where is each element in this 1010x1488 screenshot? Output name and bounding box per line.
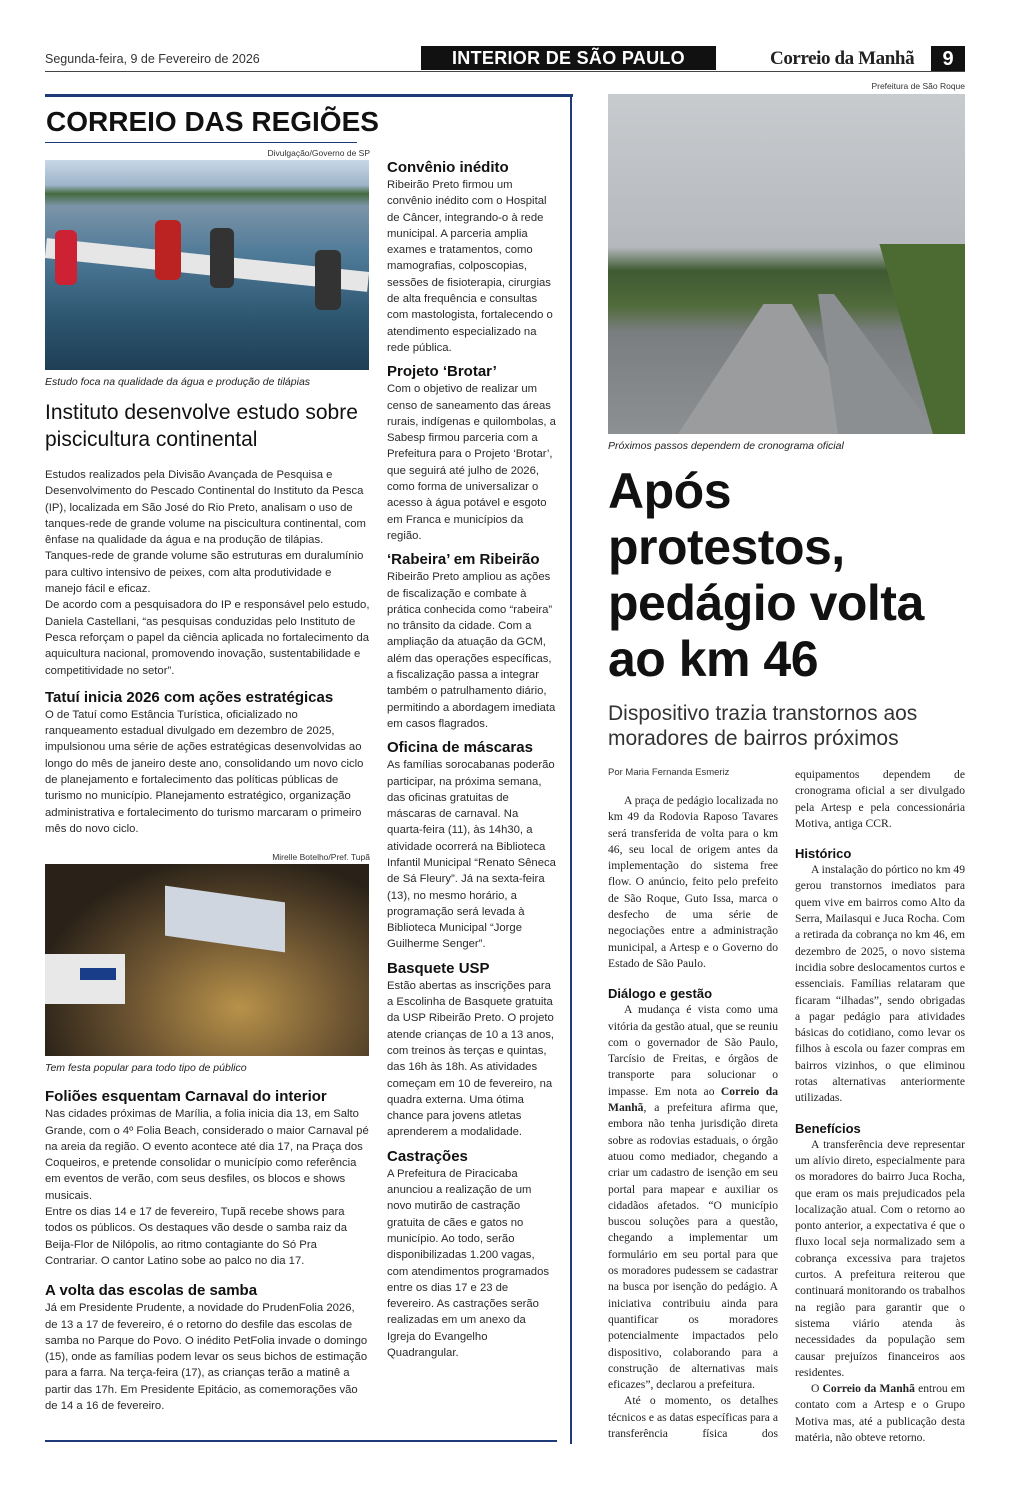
- brief-title: Oficina de máscaras: [387, 739, 533, 757]
- brief-body: Com o objetivo de realizar um censo de saneamento das áreas rurais, indígenas e quilombolas, a Sabesp firmou parceria com a Prefeitura para o Projeto ‘Brotar’, que seguirá até julho de 2026, como forma de universalizar o acesso à água potável e esgoto em Franca e municípios da região.: [387, 383, 556, 542]
- briefs-column: [387, 152, 557, 1361]
- article-paragraph: O Correio da Manhã entrou em contato com a Artesp e o Grupo Motiva mas, até a publicação desta matéria, não obteve retorno.: [795, 1382, 965, 1444]
- article-subhead: Diálogo e gestão: [608, 986, 713, 1002]
- article-paragraph: De acordo com a pesquisadora do IP e responsável pelo estudo, Daniela Castellani, “as pesquisas conduzidas pelo Instituto de Pesca reforçam o papel da ciência aplicada no fortalecimento da aquicultura nacional, promovendo inovação, sustentabilidade e competitividade no setor”.: [45, 599, 370, 677]
- section-rule-vertical: [570, 94, 572, 1444]
- article-paragraph: Até o momento, os detalhes técnicos e as datas específicas para a transferência física dos equipamentos dependem de cronograma oficial a ser divulgado pela Artesp e pela concessionária Motiva, antiga CCR.: [608, 768, 965, 1440]
- brief-body: Ribeirão Preto ampliou as ações de fiscalização e combate à prática conhecida como “rabeira” no trânsito da cidade. Com a ampliação da atuação da GCM, além das operações específicas, a fiscalização passa a integrar também o patrulhamento diário, permitindo a abordagem imediata em casos flagrados.: [387, 571, 556, 730]
- fish-farm-photo: [45, 160, 369, 370]
- article-headline: Instituto desenvolve estudo sobre piscicultura continental: [45, 401, 358, 451]
- byline: Por Maria Fernanda Esmeriz: [608, 767, 730, 778]
- article-paragraph: A praça de pedágio localizada no km 49 da Rodovia Raposo Tavares será transferida de volta para o km 46, seu local de origem antes da implementação do sistema free flow. O anúncio, feito pelo prefeito de São Roque, Guto Issa, marca o desfecho de uma série de negociações entre a administração municipal, a Artesp e o Governo do Estado de São Paulo.: [608, 794, 778, 970]
- carnival-crowd-photo: [45, 864, 369, 1056]
- article-paragraph: Nas cidades próximas de Marília, a folia inicia dia 13, em Salto Grande, com o 4º Folia Beach, considerado o maior Carnaval pé na areia da região. O evento acontece até dia 17, na Praça dos Coqueiros, e pretende consolidar o município como referência em eventos de verão, com seus desfiles, os blocos e shows musicais.: [45, 1108, 369, 1202]
- article-subhead: Tatuí inicia 2026 com ações estratégicas: [45, 688, 334, 706]
- article-paragraph: Já em Presidente Prudente, a novidade do PrudenFolia 2026, de 13 a 17 de fevereiro, é o retorno do desfile das escolas de samba no Parque do Povo. O inédito PetFolia invade o domingo (15), onde as famílias podem levar os seus bichos de estimação para a farra. Na terça-feira (17), as crianças terão a matinê a partir das 17h. Em Presidente Epitácio, as comemorações vão de 14 a 16 de fevereiro.: [45, 1302, 368, 1412]
- brief-body: Ribeirão Preto firmou um convênio inédito com o Hospital de Câncer, integrando-o à rede municipal. A parceria amplia exames e tratamentos, como mamografias, colposcopias, sessões de fisioterapia, cirurgias de alta frequência e consultas com mastologista, fortalecendo o atendimento especializado na rede pública.: [387, 179, 553, 354]
- main-headline: Após protestos, pedágio volta ao km 46: [608, 463, 924, 687]
- newspaper-name: Correio da Manhã: [608, 1084, 778, 1115]
- article-paragraph: A mudança é vista como uma vitória da gestão atual, que se reuniu com o governador de São Paulo, Tarcísio de Freitas, e órgãos de transporte para solucionar o impasse. Em nota ao Correio da Manhã, a prefeitura afirma que, embora não tenha jurisdição direta sobre as rodovias estaduais, o órgão atuou como mediador, chegando a criar um cadastro de isenção em seu portal para mapear e auxiliar os cidadãos afetados. “O município buscou soluções para a questão, chegando a implementar um formulário em seu portal para que os moradores pudessem se cadastrar na busca por isenção do pedágio. A iniciativa contribuiu ainda para quantificar os moradores potencialmente impactados pelo dispositivo, colaborando para a construção de alternativas mais eficazes”, declarou a prefeitura.: [608, 1003, 778, 1392]
- section-rule-top: [45, 94, 573, 97]
- article-subhead: A volta das escolas de samba: [45, 1282, 258, 1300]
- lead-article: [608, 80, 965, 1446]
- brief-title: Castrações: [387, 1147, 468, 1165]
- brief-title: ‘Rabeira’ em Ribeirão: [387, 551, 540, 569]
- article-paragraph: Estudos realizados pela Divisão Avançada de Pesquisa e Desenvolvimento do Pescado Continental do Instituto da Pesca (IP), localizada em São José do Rio Preto, analisam o uso de tanques-rede de grande volume na piscicultura continental, com ênfase na qualidade da água e na produção de tilápias. Tanques-rede de grande volume são estruturas em duralumínio para cultivo intensivo de peixes, com alta produtividade e manejo fácil e eficaz.: [45, 469, 366, 596]
- newspaper-logo: Correio da Manhã: [770, 48, 915, 69]
- photo-credit: Divulgação/Governo de SP: [267, 148, 370, 158]
- photo-caption: Próximos passos dependem de cronograma oficial: [608, 440, 844, 452]
- section-rule-bottom: [45, 1440, 557, 1442]
- newspaper-name: Correio da Manhã: [822, 1382, 915, 1396]
- section-title-rule: [45, 142, 357, 143]
- article-paragraph: A instalação do pórtico no km 49 gerou transtornos imediatos para quem vive em bairros como Alto da Serra, Mailasqui e Juca Rocha. Com a retirada da cobrança no km 46, em dezembro de 2025, o novo sistema incidia sobre deslocamentos curtos e essenciais. Famílias relataram que ficaram “ilhadas”, sendo obrigadas a pagar pedágio para atividades básicas do cotidiano, como levar os filhos à escola ou fazer compras em bairros vizinhos, o que eliminou rotas alternativas anteriormente utilizadas.: [795, 863, 965, 1105]
- article-paragraph: O de Tatuí como Estância Turística, oficializado no ranqueamento estadual divulgado em dezembro de 2025, impulsionou uma série de ações estratégicas desenvolvidas ao longo do mês de janeiro deste ano, consolidando um novo ciclo de planejamento e fortalecimento das políticas públicas de turismo no município. Planejamento estratégico, organização administrativa e fortalecimento do turismo marcaram o primeiro mês do novo ciclo.: [45, 708, 364, 835]
- section-banner: INTERIOR DE SÃO PAULO: [421, 46, 716, 70]
- brief-title: Convênio inédito: [387, 159, 509, 176]
- brief-title: Projeto ‘Brotar’: [387, 363, 497, 381]
- article-body-columns: [608, 767, 965, 1446]
- photo-caption: Tem festa popular para todo tipo de público: [45, 1062, 247, 1075]
- main-subheadline: Dispositivo trazia transtornos aos moradores de bairros próximos: [608, 702, 918, 750]
- photo-credit: Prefeitura de São Roque: [871, 81, 965, 91]
- left-column: [45, 147, 370, 1414]
- header-rule: [45, 71, 965, 72]
- article-subhead: Benefícios: [795, 1120, 861, 1136]
- brief-body: A Prefeitura de Piracicaba anunciou a realização de um novo mutirão de castração gratuita de cães e gatos no município. Ao todo, serão disponibilizadas 1.200 vagas, com atendimentos programados entre os dias 17 e 23 de fevereiro. As castrações serão realizadas em um anexo da Igreja do Evangelho Quadrangular.: [387, 1167, 550, 1359]
- brief-body: As famílias sorocabanas poderão participar, na próxima semana, das oficinas gratuitas de máscaras de carnaval. Na quarta-feira (11), às 14h30, a atividade ocorrerá na Biblioteca Infantil Municipal “Renato Sêneca de Sá Fleury”. Já na sexta-feira (13), no mesmo horário, a programação será levada à Biblioteca Municipal “Jorge Guilherme Senger”.: [387, 759, 556, 951]
- article-subhead: Foliões esquentam Carnaval do interior: [45, 1088, 327, 1106]
- photo-credit: Mirelle Botelho/Pref. Tupã: [272, 852, 370, 863]
- article-paragraph: Entre os dias 14 e 17 de fevereiro, Tupã recebe shows para todos os públicos. Os destaques vão desde o samba raiz da Beija-Flor de Nilópolis, ao ritmo contagiante do Só Pra Contrariar. O cantor Latino sobe ao palco no dia 17.: [45, 1206, 348, 1267]
- brief-title: Basquete USP: [387, 959, 490, 977]
- edition-date: Segunda-feira, 9 de Fevereiro de 2026: [45, 52, 260, 66]
- photo-caption: Estudo foca na qualidade da água e produção de tilápias: [45, 376, 311, 388]
- article-paragraph: A transferência deve representar um alívio direto, especialmente para os moradores do bairro Juca Rocha, que eram os mais prejudicados pela localização atual. Com o retorno ao ponto anterior, a expectativa é que o fluxo local seja normalizado sem a cobrança excessiva para trajetos curtos. A prefeitura reiterou que continuará monitorando os trabalhos na região para garantir que o sistema viário atenda às necessidades da população sem causar prejuízos financeiros aos residentes.: [795, 1137, 965, 1379]
- section-title: CORREIO DAS REGIÕES: [46, 106, 379, 137]
- page-number: 9: [931, 46, 965, 72]
- article-subhead: Histórico: [795, 846, 852, 862]
- brief-body: Estão abertas as inscrições para a Escolinha de Basquete gratuita da USP Ribeirão Preto. O projeto atende crianças de 10 a 13 anos, com treinos às terças e quintas, das 16h às 18h. As atividades começam em 10 de fevereiro, na quadra externa. Uma ótima chance para jovens atletas aprenderem a modalidade.: [387, 979, 555, 1139]
- highway-photo: [608, 94, 965, 434]
